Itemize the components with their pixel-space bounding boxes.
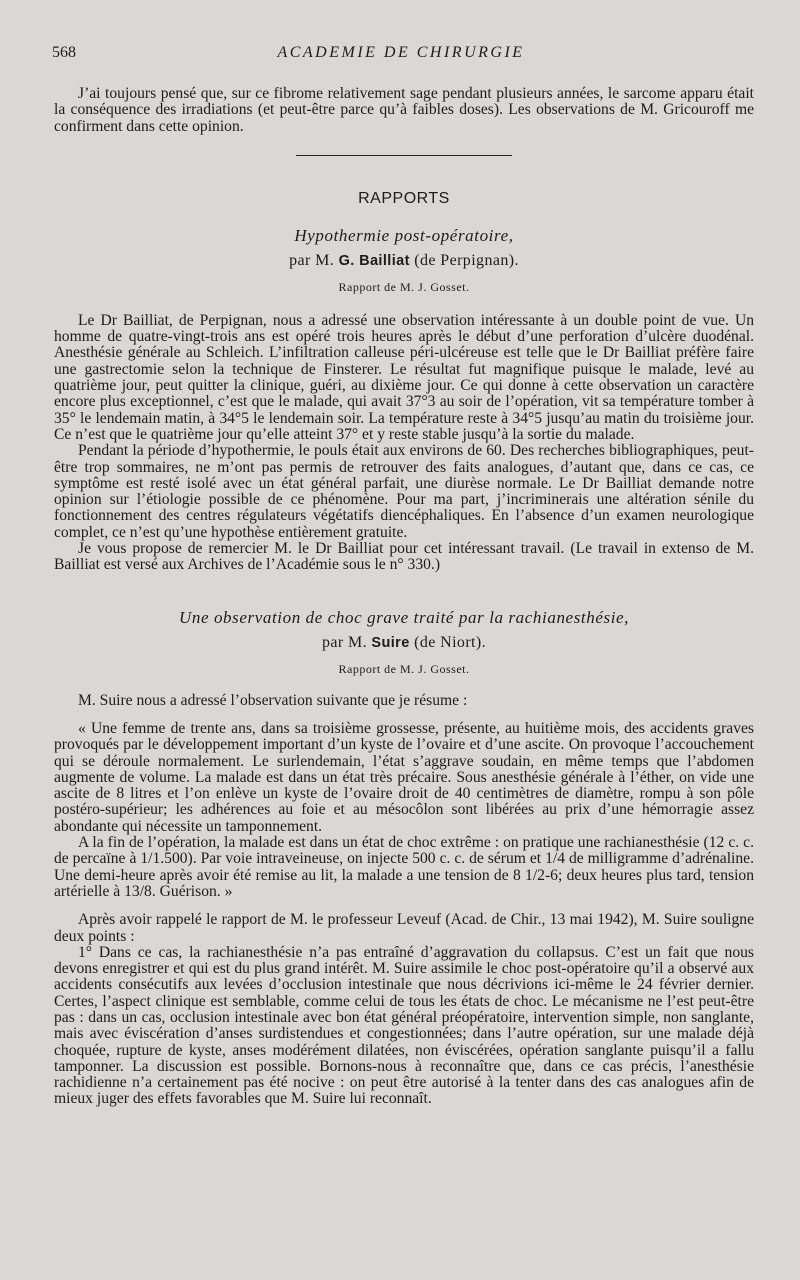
case-quote [54, 721, 754, 900]
quote-paragraph: A la fin de l’opération, la malade est dans un état de choc extrême : on pratique une rachianesthésie (12 c. c. de percaïne à 1/1.500). Par voie intraveineuse, on injecte 500 c. c. de sérum et 1/4 de milligramme d’adrénaline. Une demi-heure après avoir été remise au lit, la malade a une tension de 8 1/2-6; deux heures plus tard, tension artérielle à 13/8. Guérison. » [54, 834, 754, 900]
article-1-body [54, 313, 754, 574]
page-header [52, 44, 750, 68]
article-2-byline [54, 634, 754, 652]
article-1-paragraph: Pendant la période d’hypothermie, le pouls était aux environs de 60. Des recherches bibliographiques, peut-être trop sommaires, ne m’ont pas permis de retrouver des faits analogues, d’autant que, dans ce cas, ce symptôme est resté isolé avec un état général parfait, une diurèse normale. Le Dr Bailliat demande notre opinion sur l’étiologie possible de ce phénomène. Pour ma part, j’incriminerais une altération sénile du fonctionnement des centres régulateurs végétatifs diencéphaliques. En l’absence d’un examen neurologique complet, ce n’est qu’une hypothèse entièrement gratuite. [54, 442, 754, 541]
article-2-author: Suire [371, 634, 410, 651]
article-2-paragraph: Après avoir rappelé le rapport de M. le professeur Leveuf (Acad. de Chir., 13 mai 1942), M. Suire souligne deux points : [54, 911, 754, 945]
page-body [54, 86, 754, 1108]
article-1-title: Hypothermie post-opératoire, [294, 225, 514, 245]
article-2-lead: M. Suire nous a adressé l’observation suivante que je résume : [78, 691, 468, 709]
intro-paragraph: J’ai toujours pensé que, sur ce fibrome relativement sage pendant plusieurs années, le sarcome apparu était la conséquence des irradiations (et peut-être parce qu’à faibles doses). Les observations de M. Gricouroff me confirment dans cette opinion. [54, 85, 754, 135]
quote-paragraph: « Une femme de trente ans, dans sa troisième grossesse, présente, au huitième mois, des accidents graves provoqués par le développement important d’un kyste de l’ovaire et d’une ascite. On provoque l’accouchement qui se déroule normalement. Le surlendemain, l’état s’aggrave soudain, en même temps que l’abdomen augmente de volume. La malade est dans un état très précaire. Sous anesthésie générale à l’éther, on vide une ascite de 8 litres et l’on enlève un kyste de l’ovaire droit de 40 centimètres de diamètre, rompu à son pôle postéro-supérieur; les adhérences au foie et au mésocôlon sont libérées au prix d’une hémorragie assez abondante qui nécessite un tamponnement. [54, 719, 754, 835]
article-1-rapport: Rapport de M. J. Gosset. [338, 279, 470, 294]
article-2-body [54, 693, 754, 1108]
article-2-paragraph: 1° Dans ce cas, la rachianesthésie n’a pas entraîné d’aggravation du collapsus. C’est un fait que nous devons enregistrer et qui est du plus grand intérêt. M. Suire assimile le choc post-opératoire qu’il a observé aux accidents consécutifs aux levées d’occlusion intestinale que nous décrivions ici-même le 24 février dernier. Certes, l’aspect clinique est semblable, comme celui de tous les états de choc. Le mécanisme ne l’est peut-être pas : dans un cas, occlusion intestinale avec bon état général préopératoire, intervention simple, non sanglante, mais avec éviscération d’anses surdistendues et congestionnées; dans l’autre opération, sur une malade déjà choquée, rupture de kyste, anses modérément dilatées, non éviscérées, opération sanglante puisqu’il a fallu tamponner. La discussion est possible. Bornons-nous à reconnaître que, dans ce cas précis, l’anesthésie rachidienne n’a certainement pas été nocive : on peut être autorisé à la tenter dans des cas analogues afin de mieux juger des effets favorables que M. Suire lui reconnaît. [54, 943, 754, 1108]
article-2-rapport: Rapport de M. J. Gosset. [338, 661, 470, 676]
section-title: RAPPORTS [358, 189, 450, 207]
article-1-paragraph: Je vous propose de remercier M. le Dr Bailliat pour cet intéressant travail. (Le travail in extenso de M. Bailliat est versé aux Archives de l’Académie sous le n° 330.) [54, 540, 754, 574]
article-2-title: Une observation de choc grave traité par la rachianesthésie, [178, 607, 630, 627]
running-title: ACADEMIE DE CHIRURGIE [277, 44, 525, 61]
byline-suffix: (de Perpignan). [409, 251, 519, 269]
article-1-byline [54, 252, 754, 270]
section-divider [296, 155, 512, 156]
byline-prefix: par M. [289, 251, 339, 269]
page-number: 568 [52, 44, 76, 61]
byline-prefix: par M. [321, 633, 372, 651]
article-1-author: G. Bailliat [338, 252, 410, 269]
article-1-paragraph: Le Dr Bailliat, de Perpignan, nous a adressé une observation intéressante à un double point de vue. Un homme de quatre-vingt-trois ans est opéré trois heures après le début d’une perforation d’ulcère duodénal. Anesthésie générale au Schleich. L’infiltration calleuse péri-ulcéreuse est telle que le Dr Bailliat préfère faire une gastrectomie selon la technique de Finsterer. Le résultat fut magnifique puisque le malade, levé au quatrième jour, peut quitter la clinique, guéri, au dixième jour. Ce qui donne à cette observation un caractère encore plus exceptionnel, c’est que le malade, qui avait 37°3 au soir de l’opération, vit sa température tomber à 35° le lendemain matin, à 34°5 le lendemain soir. La température reste à 34°5 jusqu’au matin du troisième jour. Ce n’est que le quatrième jour qu’elle atteint 37° et y reste stable jusqu’à la sortie du malade. [54, 311, 754, 443]
discussion [54, 912, 754, 1108]
byline-suffix: (de Niort). [409, 633, 487, 651]
